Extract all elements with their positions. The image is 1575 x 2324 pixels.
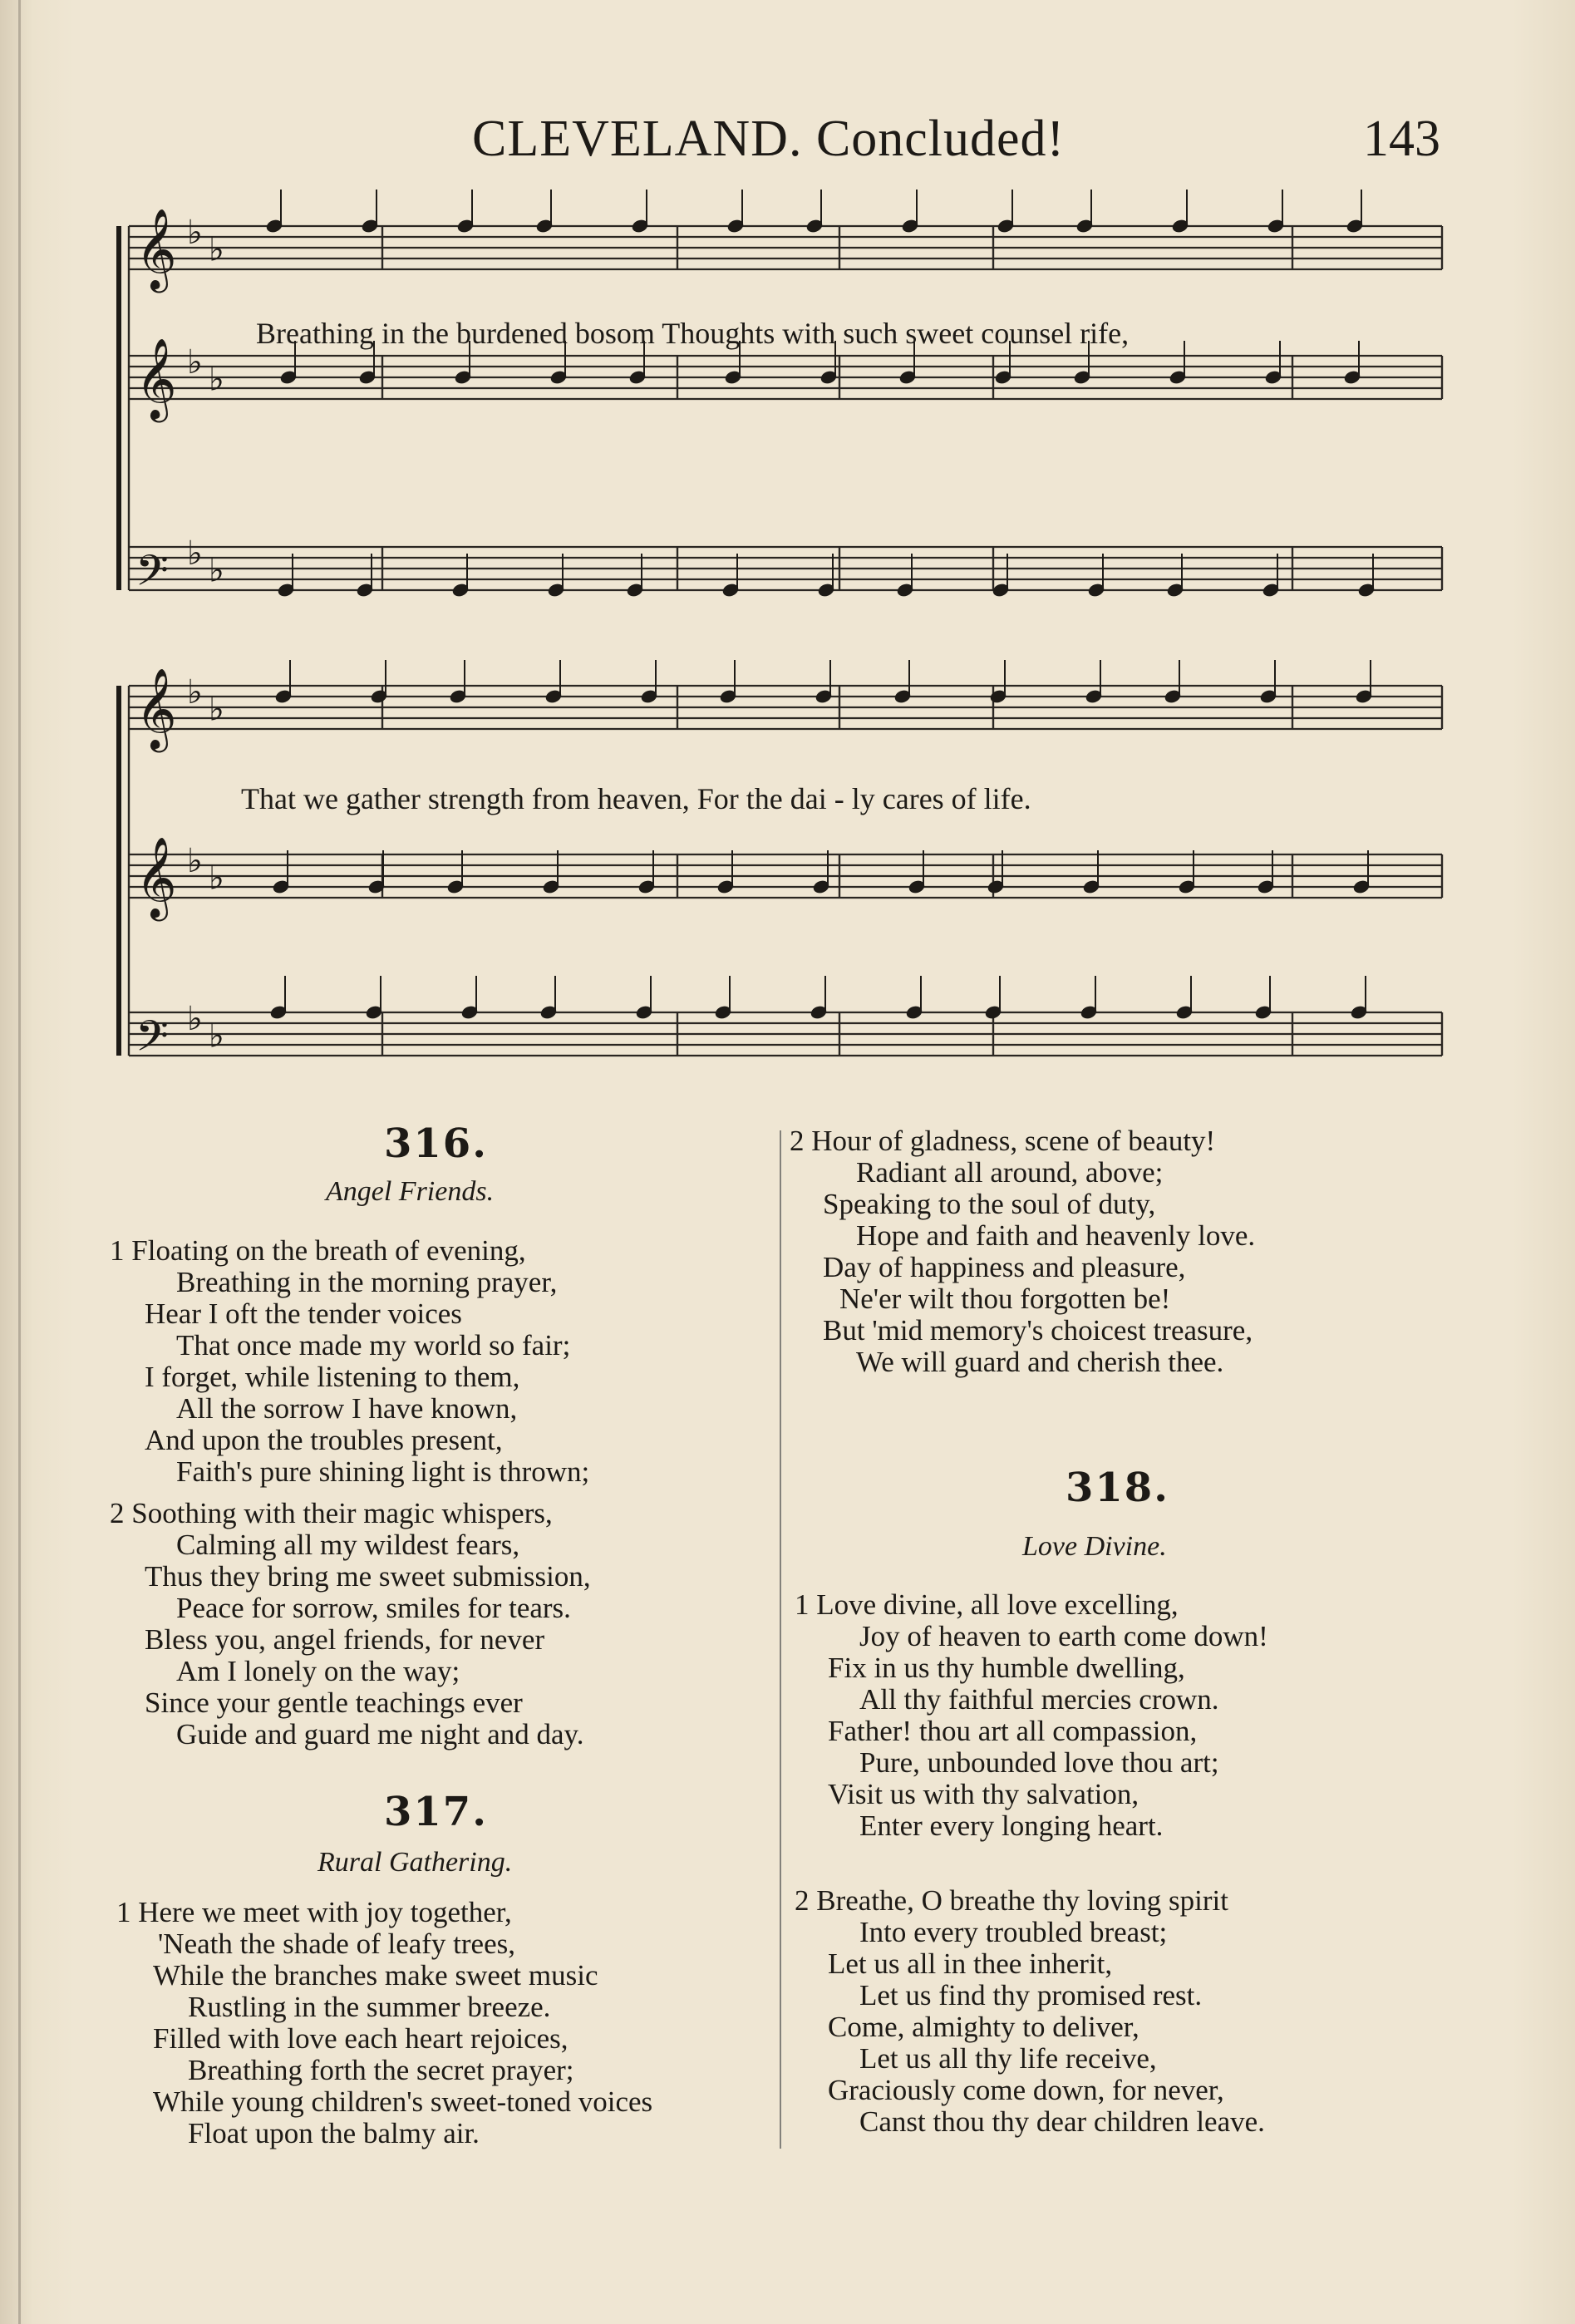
treble-clef-icon: 𝄞 <box>135 208 177 289</box>
verse-line: 1 Floating on the breath of evening, <box>110 1234 526 1267</box>
hymn-316-verses <box>110 1235 591 1750</box>
verse-line: Visit us with thy salvation, <box>828 1778 1139 1810</box>
verse-line: 'Neath the shade of leafy trees, <box>158 1928 515 1960</box>
verse-line: 2 Soothing with their magic whispers, <box>110 1497 553 1529</box>
verse-line: Since your gentle teachings ever <box>145 1686 523 1719</box>
verse-line: Fix in us thy humble dwelling, <box>828 1652 1185 1684</box>
verse-line: 1 Love divine, all love excelling, <box>795 1588 1179 1621</box>
music-lyrics-system-1: Breathing in the burdened bosom Thoughts with such sweet counsel rife, <box>256 317 1130 350</box>
flat-sign-icon: ♭ <box>209 360 224 399</box>
verse-line: Graciously come down, for never, <box>828 2074 1224 2106</box>
verse-line: Ne'er wilt thou forgotten be! <box>839 1283 1171 1315</box>
flat-sign-icon: ♭ <box>187 342 203 382</box>
verse-line: Joy of heaven to earth come down! <box>859 1620 1268 1652</box>
flat-sign-icon: ♭ <box>187 213 203 252</box>
hymn-318-verses <box>795 1589 1268 2138</box>
flat-sign-icon: ♭ <box>187 841 203 880</box>
verse-line: Float upon the balmy air. <box>188 2117 480 2149</box>
verse-line: Let us all in thee inherit, <box>828 1947 1113 1980</box>
verse-line: Am I lonely on the way; <box>176 1655 460 1687</box>
verse-line: Peace for sorrow, smiles for tears. <box>176 1592 571 1624</box>
verse-line: Thus they bring me sweet submission, <box>145 1560 591 1593</box>
page-title: CLEVELAND. Concluded! <box>472 111 1066 167</box>
verse-line: Rustling in the summer breeze. <box>188 1991 551 2023</box>
verse-line: That once made my world so fair; <box>176 1329 571 1361</box>
verse-line: Faith's pure shining light is thrown; <box>176 1455 590 1488</box>
verse-line: 1 Here we meet with joy together, <box>116 1896 512 1928</box>
verse-line: And upon the troubles present, <box>145 1424 503 1456</box>
hymn-317-verse-2 <box>790 1125 1255 1378</box>
verse-line: We will guard and cherish thee. <box>856 1346 1224 1378</box>
flat-sign-icon: ♭ <box>209 859 224 898</box>
treble-clef-icon: 𝄞 <box>135 337 177 419</box>
flat-sign-icon: ♭ <box>209 551 224 590</box>
hymn-number-317: 317. <box>384 1789 488 1835</box>
verse-line: Bless you, angel friends, for never <box>145 1623 545 1656</box>
hymn-number-316: 316. <box>384 1120 488 1167</box>
bass-clef-icon: 𝄢 <box>135 1011 169 1071</box>
verse-line: Day of happiness and pleasure, <box>823 1251 1186 1283</box>
verse-line: Pure, unbounded love thou art; <box>859 1746 1219 1779</box>
music-lyrics-system-2: That we gather strength from heaven, For the dai - ly cares of life. <box>241 782 1031 815</box>
verse-line: Into every troubled breast; <box>859 1916 1168 1948</box>
hymn-title-316: Angel Friends. <box>326 1176 495 1207</box>
hymn-title-317: Rural Gathering. <box>317 1847 513 1878</box>
flat-sign-icon: ♭ <box>209 230 224 269</box>
verse-line: Filled with love each heart rejoices, <box>153 2022 568 2055</box>
verse-line: Come, almighty to deliver, <box>828 2011 1139 2043</box>
column-divider <box>780 1130 781 2149</box>
verse-line: While young children's sweet-toned voices <box>153 2085 653 2118</box>
verse-line: 2 Breathe, O breathe thy loving spirit <box>795 1884 1228 1917</box>
verse-line: Let us all thy life receive, <box>859 2042 1157 2075</box>
verse-line: I forget, while listening to them, <box>145 1361 520 1393</box>
verse-line: All the sorrow I have known, <box>176 1392 518 1425</box>
hymn-number-318: 318. <box>1066 1465 1169 1511</box>
page-number: 143 <box>1363 111 1440 167</box>
treble-clef-icon: 𝄞 <box>135 667 177 749</box>
verse-line: Radiant all around, above; <box>856 1156 1164 1189</box>
verse-line: Enter every longing heart. <box>859 1809 1164 1842</box>
flat-sign-icon: ♭ <box>187 999 203 1038</box>
verse-line: Hear I oft the tender voices <box>145 1297 462 1330</box>
verse-line: Guide and guard me night and day. <box>176 1718 584 1750</box>
flat-sign-icon: ♭ <box>209 1017 224 1056</box>
verse-line: All thy faithful mercies crown. <box>859 1683 1219 1716</box>
verse-line: 2 Hour of gladness, scene of beauty! <box>790 1125 1216 1157</box>
verse-line: Father! thou art all compassion, <box>828 1715 1198 1747</box>
hymn-317-verses <box>116 1897 652 2149</box>
music-score <box>0 0 1575 1105</box>
flat-sign-icon: ♭ <box>187 534 203 573</box>
verse-line: Breathing forth the secret prayer; <box>188 2054 574 2086</box>
verse-line: Breathing in the morning prayer, <box>176 1266 558 1298</box>
hymn-title-318: Love Divine. <box>1022 1531 1167 1562</box>
flat-sign-icon: ♭ <box>187 672 203 711</box>
verse-line: Let us find thy promised rest. <box>859 1979 1203 2011</box>
flat-sign-icon: ♭ <box>209 690 224 729</box>
bass-clef-icon: 𝄢 <box>135 545 169 606</box>
treble-clef-icon: 𝄞 <box>135 836 177 918</box>
verse-line: Speaking to the soul of duty, <box>823 1188 1156 1220</box>
verse-line: Hope and faith and heavenly love. <box>856 1219 1256 1252</box>
verse-line: While the branches make sweet music <box>153 1959 598 1992</box>
verse-line: But 'mid memory's choicest treasure, <box>823 1314 1253 1347</box>
verse-line: Calming all my wildest fears, <box>176 1529 520 1561</box>
verse-line: Canst thou thy dear children leave. <box>859 2105 1265 2138</box>
